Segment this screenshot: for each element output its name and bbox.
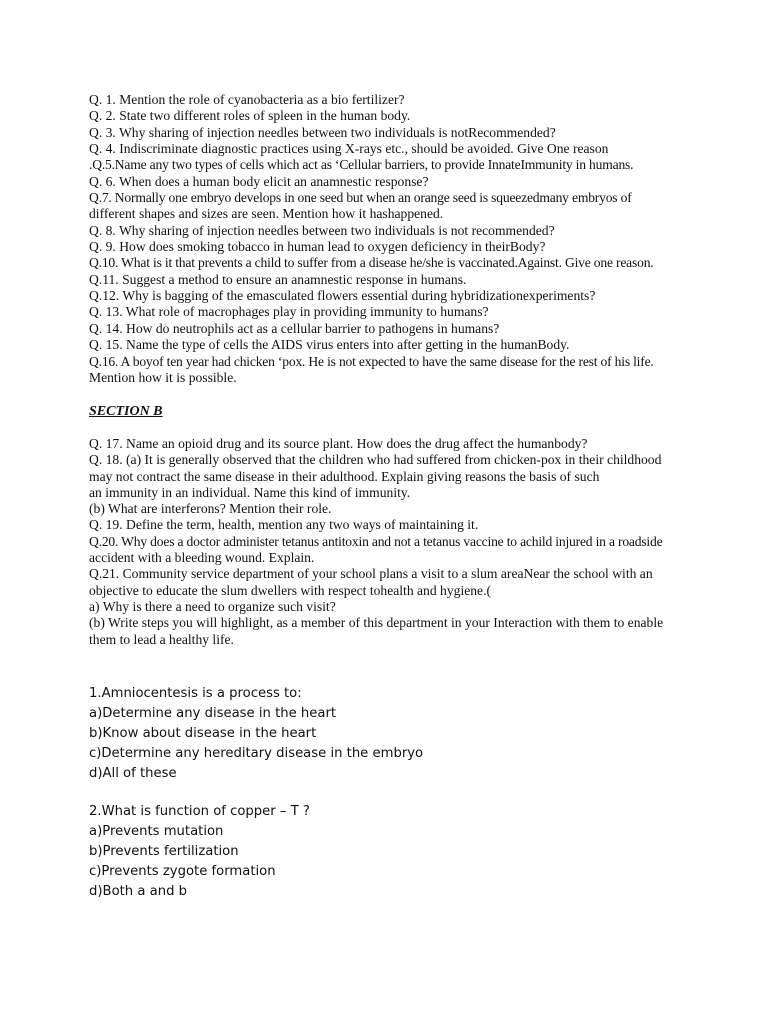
section-b-questions <box>89 436 689 648</box>
question-line: a) Why is there a need to organize such visit? <box>89 598 336 614</box>
question-line: Q. 9. How does smoking tobacco in human lead to oxygen deficiency in theirBody? <box>89 239 546 255</box>
question-line: them to lead a healthy life. <box>89 631 234 647</box>
mcq-option: c)Determine any hereditary disease in the embryo <box>89 746 424 761</box>
question-line: Mention how it is possible. <box>89 369 237 385</box>
question-line: an immunity in an individual. Name this kind of immunity. <box>89 484 411 500</box>
question-line: Q.20. Why does a doctor administer tetanus antitoxin and not a tetanus vaccine to achild injured in a roadside <box>89 533 663 549</box>
question-line: different shapes and sizes are seen. Mention how it hashappened. <box>89 206 444 222</box>
mcq-question-text: 1.Amniocentesis is a process to: <box>89 686 302 701</box>
question-line: objective to educate the slum dwellers with respect tohealth and hygiene.( <box>89 582 492 598</box>
mcq-option: b)Prevents fertilization <box>89 844 239 859</box>
question-line: accident with a bleeding wound. Explain. <box>89 550 315 566</box>
question-line: (b) Write steps you will highlight, as a member of this department in your Interaction with them to enable <box>89 615 664 631</box>
mcq-option: c)Prevents zygote formation <box>89 864 276 879</box>
question-line: Q.11. Suggest a method to ensure an anamnestic response in humans. <box>89 271 467 287</box>
question-line: Q. 2. State two different roles of spleen in the human body. <box>89 108 411 124</box>
question-line: .Q.5.Name any two types of cells which act as ‘Cellular barriers, to provide InnateImmunity in humans. <box>89 157 634 173</box>
question-line: Q.21. Community service department of your school plans a visit to a slum areaNear the school with an <box>89 566 653 582</box>
question-line: Q. 18. (a) It is generally observed that the children who had suffered from chicken-pox in their childhood <box>89 452 662 468</box>
mcq-question-2 <box>89 802 509 902</box>
question-line: Q.12. Why is bagging of the emasculated flowers essential during hybridizationexperiments? <box>89 288 596 304</box>
question-line: may not contract the same disease in their adulthood. Explain giving reasons the basis of such <box>89 468 600 484</box>
section-a-questions <box>89 92 689 386</box>
section-b-heading: SECTION B <box>89 404 163 419</box>
question-line: Q. 13. What role of macrophages play in providing immunity to humans? <box>89 304 489 320</box>
question-line: Q. 6. When does a human body elicit an anamnestic response? <box>89 173 429 189</box>
mcq-option: b)Know about disease in the heart <box>89 726 317 741</box>
mcq-option: a)Prevents mutation <box>89 824 224 839</box>
question-line: Q. 4. Indiscriminate diagnostic practices using X-rays etc., should be avoided. Give One reason <box>89 141 609 157</box>
question-line: Q. 8. Why sharing of injection needles between two individuals is not recommended? <box>89 222 555 238</box>
question-line: Q. 15. Name the type of cells the AIDS virus enters into after getting in the humanBody. <box>89 337 570 353</box>
question-line: Q. 17. Name an opioid drug and its source plant. How does the drug affect the humanbody? <box>89 436 588 451</box>
question-line: Q. 19. Define the term, health, mention any two ways of maintaining it. <box>89 517 479 533</box>
question-line: Q. 1. Mention the role of cyanobacteria as a bio fertilizer? <box>89 92 405 107</box>
mcq-option: d)Both a and b <box>89 884 187 899</box>
mcq-question-text: 2.What is function of copper – T ? <box>89 804 310 819</box>
question-line: (b) What are interferons? Mention their role. <box>89 501 332 517</box>
question-line: Q.16. A boyof ten year had chicken ‘pox. He is not expected to have the same disease for the rest of his life. <box>89 353 654 369</box>
mcq-option: d)All of these <box>89 766 177 781</box>
question-line: Q.10. What is it that prevents a child to suffer from a disease he/she is vaccinated.Against. Give one reason. <box>89 255 654 271</box>
question-line: Q. 14. How do neutrophils act as a cellular barrier to pathogens in humans? <box>89 320 500 336</box>
question-line: Q. 3. Why sharing of injection needles between two individuals is notRecommended? <box>89 124 556 140</box>
mcq-option: a)Determine any disease in the heart <box>89 706 337 721</box>
mcq-question-1 <box>89 684 509 784</box>
question-line: Q.7. Normally one embryo develops in one seed but when an orange seed is squeezedmany embryos of <box>89 190 632 206</box>
